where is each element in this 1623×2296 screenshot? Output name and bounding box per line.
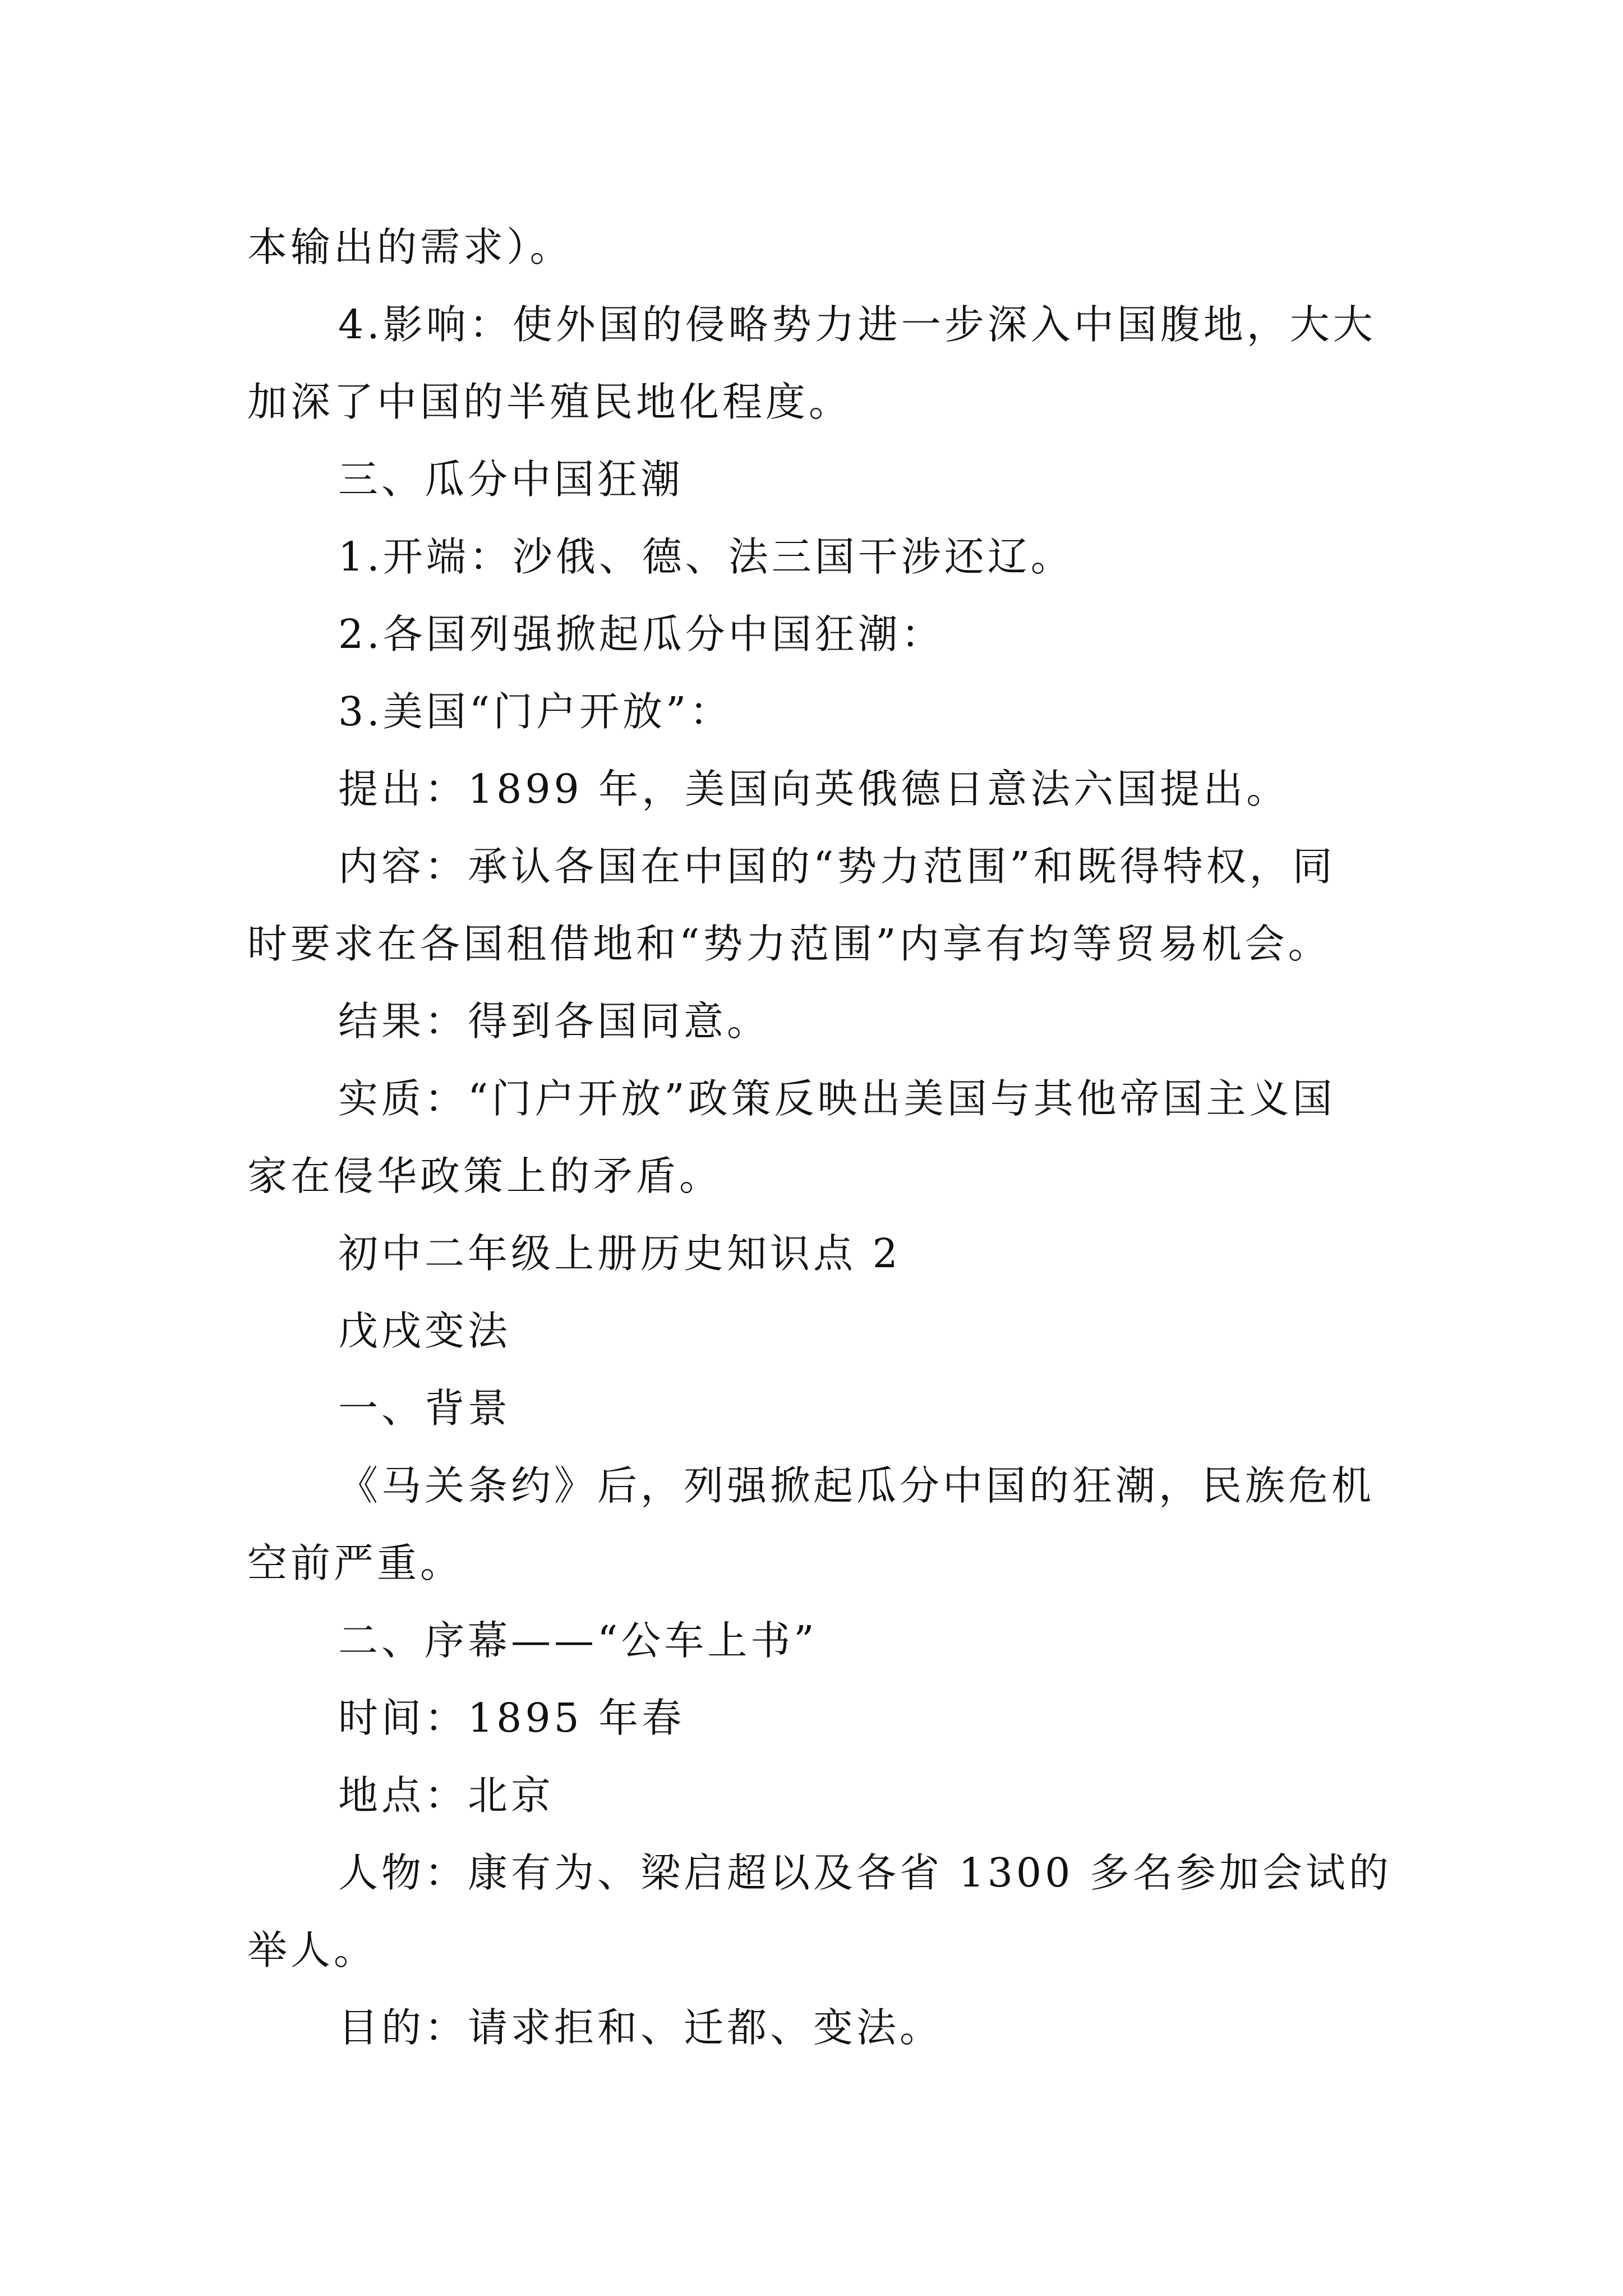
text-line: 地点：北京 [338, 1772, 555, 1819]
text-line: 加深了中国的半殖民地化程度。 [247, 379, 852, 425]
text-line: 空前严重。 [247, 1540, 464, 1586]
text-line: 人物：康有为、梁启超以及各省 1300 多名参加会试的 [338, 1849, 1392, 1896]
text-line: 2.各国列强掀起瓜分中国狂潮： [338, 611, 944, 657]
text-line: 内容：承认各国在中国的“势力范围”和既得特权，同 [338, 843, 1336, 890]
text-line: 结果：得到各国同意。 [338, 998, 771, 1045]
text-line: 时要求在各国租借地和“势力范围”内享有均等贸易机会。 [247, 921, 1331, 967]
text-line: 4.影响：使外国的侵略势力进一步深入中国腹地，大大 [338, 301, 1376, 348]
text-line: 目的：请求拒和、迁都、变法。 [338, 2004, 943, 2051]
section-title: 初中二年级上册历史知识点 2 [338, 1230, 901, 1277]
text-line: 本输出的需求）。 [247, 224, 573, 270]
section-heading: 三、瓜分中国狂潮 [338, 456, 684, 503]
text-line: 家在侵华政策上的矛盾。 [247, 1153, 723, 1199]
text-line: 实质：“门户开放”政策反映出美国与其他帝国主义国 [338, 1075, 1336, 1122]
text-line: 提出：1899 年，美国向英俄德日意法六国提出。 [338, 766, 1290, 812]
document-body [247, 209, 1391, 2067]
section-heading: 一、背景 [338, 1385, 511, 1432]
text-line: 3.美国“门户开放”： [338, 688, 733, 735]
text-line: 《马关条约》后，列强掀起瓜分中国的狂潮，民族危机 [338, 1462, 1375, 1509]
text-line: 时间：1895 年春 [338, 1695, 685, 1741]
section-heading: 二、序幕——“公车上书” [338, 1617, 818, 1664]
text-line: 举人。 [247, 1927, 377, 1973]
section-heading: 戊戌变法 [338, 1308, 511, 1354]
text-line: 1.开端：沙俄、德、法三国干涉还辽。 [338, 533, 1074, 580]
